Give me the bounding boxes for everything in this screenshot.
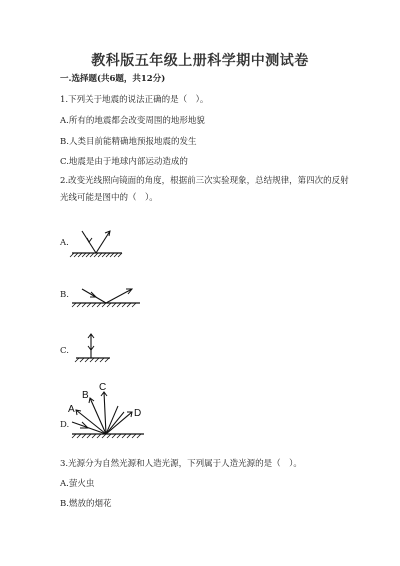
figure-d-label: D.: [60, 420, 70, 430]
figure-b-label: B.: [60, 290, 69, 300]
reflection-diagram-b: [58, 279, 148, 315]
question-1-option-c: C.地震是由于地球内部运动造成的: [60, 157, 188, 167]
question-1-option-a: A.所有的地震都会改变周围的地形地貌: [60, 116, 205, 126]
section-heading: 一.选择题(共6题，共12分): [60, 74, 166, 84]
question-3-stem: 3.光源分为自然光源和人造光源，下列属于人造光源的是（ ）。: [60, 459, 302, 469]
figure-a-label: A.: [60, 238, 69, 248]
figure-option-b: [58, 279, 148, 315]
question-2-stem-line-2: 光线可能是图中的（ ）。: [60, 193, 158, 203]
ray-label-d: D: [134, 408, 142, 419]
reflection-diagram-c: [58, 332, 138, 368]
page-title: 教科版五年级上册科学期中测试卷: [91, 53, 309, 69]
question-1-stem: 1.下列关于地震的说法正确的是（ ）。: [60, 95, 209, 105]
figure-c-label: C.: [60, 346, 69, 356]
reflection-diagram-a: [58, 225, 138, 265]
ray-label-b: B: [82, 390, 89, 401]
question-1-option-b: B.人类目前能精确地预报地震的发生: [60, 137, 197, 147]
ray-label-a: A: [68, 404, 75, 415]
reflection-diagram-d: [58, 382, 158, 442]
question-3-option-b: B.燃放的烟花: [60, 499, 112, 509]
question-3-option-a: A.萤火虫: [60, 479, 95, 489]
question-2-stem-line-1: 2.改变光线照向镜面的角度，根据前三次实验现象，总结规律，第四次的反射: [60, 176, 349, 186]
ray-label-c: C: [99, 382, 107, 393]
figure-option-d: [58, 382, 158, 442]
figure-option-c: [58, 332, 138, 368]
figure-option-a: [58, 225, 138, 265]
